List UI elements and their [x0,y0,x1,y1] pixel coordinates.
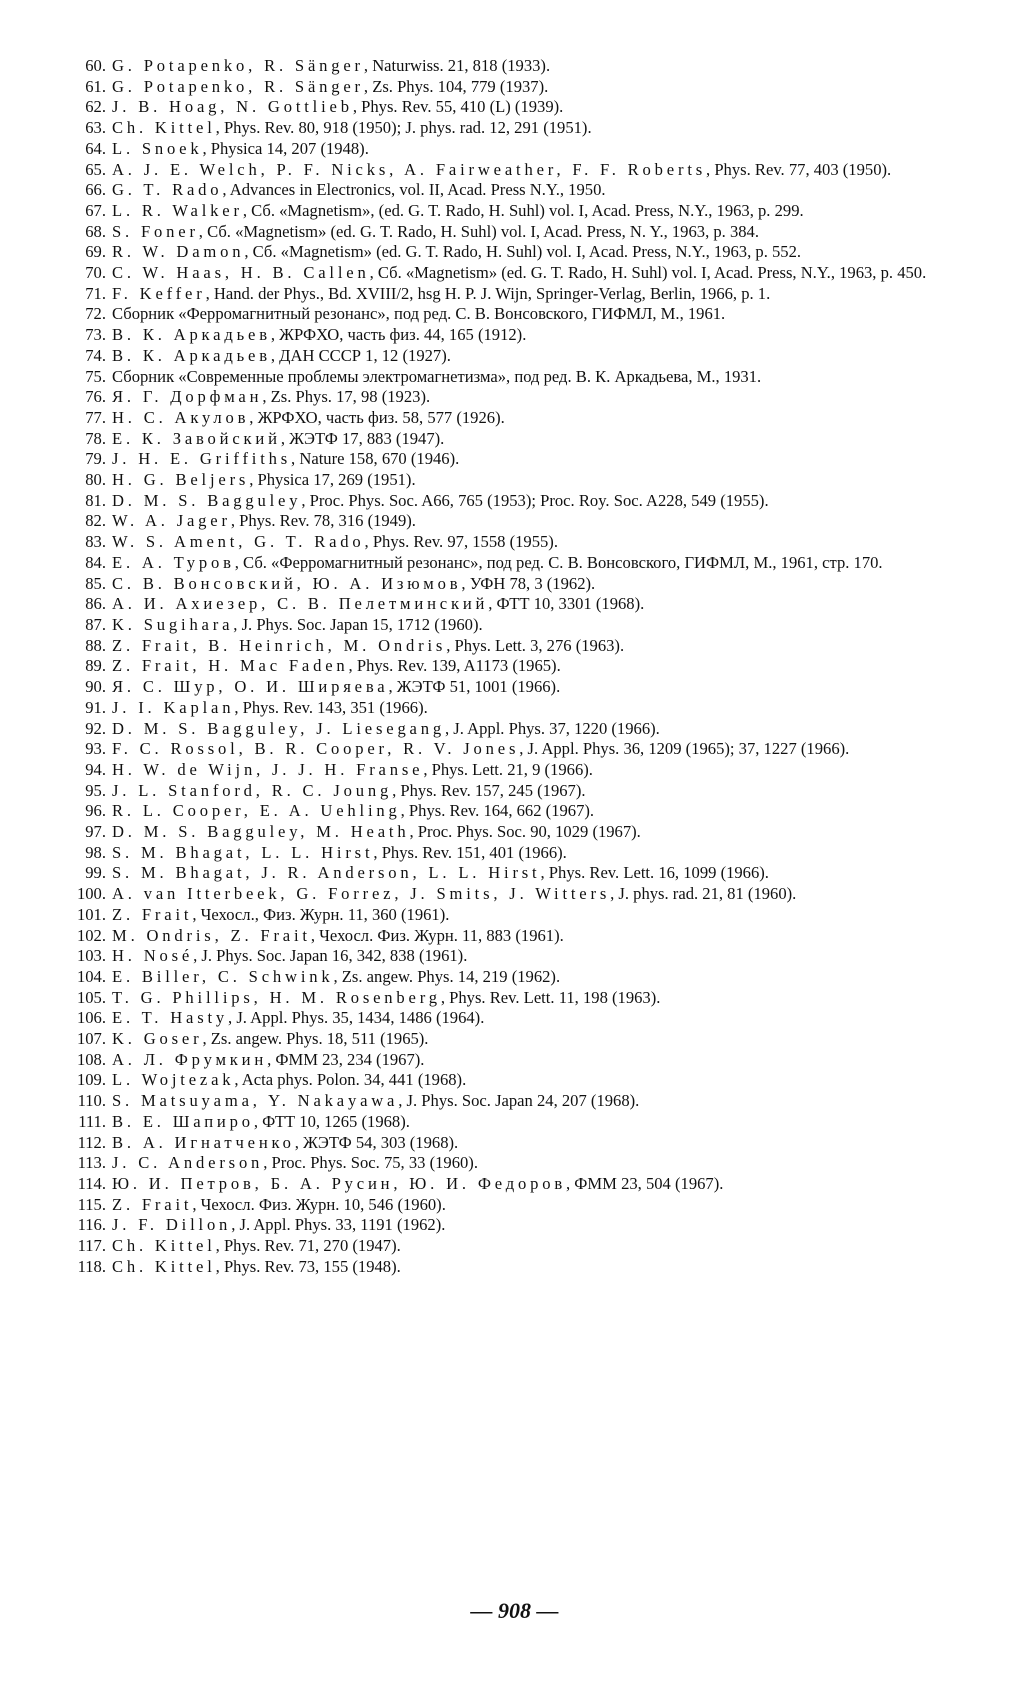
reference-item [74,449,974,470]
reference-source: , Phys. Rev. 164, 662 (1967). [400,801,595,821]
reference-authors: L. R. Walker [112,200,243,220]
reference-item [74,781,974,802]
reference-item [74,325,974,346]
reference-authors: W. S. Ament, G. T. Rado [112,532,365,552]
reference-source: , Phys. Rev. 97, 1558 (1955). [364,532,558,552]
reference-text [112,822,974,843]
reference-source: , J. phys. rad. 21, 81 (1960). [610,884,797,904]
reference-source: , Чехосл. Физ. Журн. 10, 546 (1960). [192,1194,446,1214]
reference-source: , Hand. der Phys., Bd. XVIII/2, hsg H. P. J. Wijn, Springer-Verlag, Berlin, 1966, p. 1. [205,283,771,303]
reference-authors: J. H. E. Griffiths [112,449,292,469]
reference-item [74,656,974,677]
reference-source: , Phys. Rev. 139, A1173 (1965). [348,656,561,676]
reference-text [112,491,974,512]
reference-text [112,1112,974,1133]
reference-authors: S. Matsuyama, Y. Nakayawa [112,1091,399,1111]
reference-item [74,139,974,160]
reference-text [112,1070,974,1091]
reference-text [112,387,974,408]
reference-source: , Сб. «Magnetism» (ed. G. T. Rado, H. Suhl) vol. I, Acad. Press, N.Y., 1963, p. 450. [369,263,927,283]
reference-number: 115. [77,1194,106,1214]
reference-text [112,719,974,740]
reference-authors: J. C. Anderson [112,1153,264,1173]
reference-number: 95. [85,780,106,800]
reference-number: 74. [85,345,106,365]
reference-source: , ДАН СССР 1, 12 (1927). [270,345,451,365]
reference-text [112,1236,974,1257]
reference-item [74,118,974,139]
reference-text [112,1050,974,1071]
reference-item [74,1070,974,1091]
reference-source: , Phys. Rev. 78, 316 (1949). [230,511,416,531]
reference-authors: T. G. Phillips, H. M. Rosenberg [112,987,441,1007]
reference-source: , Phys. Rev. 143, 351 (1966). [234,697,428,717]
reference-number: 89. [85,656,106,676]
reference-text [112,367,974,388]
reference-item [74,1008,974,1029]
reference-authors: G. Potapenko, R. Sänger [112,76,364,96]
reference-item [74,532,974,553]
reference-source: , ЖЭТФ 54, 303 (1968). [294,1132,459,1152]
reference-number: 78. [85,428,106,448]
reference-text [112,988,974,1009]
reference-item [74,988,974,1009]
reference-text [112,739,974,760]
reference-source: , Phys. Rev. 71, 270 (1947). [215,1236,401,1256]
reference-text [112,656,974,677]
reference-source: , Advances in Electronics, vol. II, Acad. Press N.Y., 1950. [222,180,606,200]
reference-item [74,470,974,491]
reference-authors: А. Л. Фрумкин [112,1049,268,1069]
reference-authors: R. W. Damon [112,242,245,262]
reference-source: , ЖЭТФ 17, 883 (1947). [280,428,445,448]
reference-source: , Сб. «Magnetism», (ed. G. T. Rado, H. Suhl) vol. I, Acad. Press, N.Y., 1963, p. 299. [242,200,804,220]
reference-source: , Чехосл. Физ. Журн. 11, 883 (1961). [310,925,564,945]
reference-source: , Proc. Phys. Soc. 90, 1029 (1967). [409,822,641,842]
reference-text [112,511,974,532]
reference-number: 88. [85,635,106,655]
reference-number: 81. [85,490,106,510]
reference-item [74,284,974,305]
reference-authors: Ch. Kittel [112,118,216,138]
reference-item [74,1029,974,1050]
reference-item [74,594,974,615]
reference-source: , Сб. «Magnetism» (ed. G. T. Rado, H. Suhl) vol. I, Acad. Press, N.Y., 1963, p. 552. [244,242,802,262]
reference-number: 100. [76,884,106,904]
reference-number: 92. [85,718,106,738]
reference-item [74,698,974,719]
reference-authors: Я. Г. Дорфман [112,387,263,407]
reference-item [74,677,974,698]
reference-source: , ФММ 23, 504 (1967). [566,1173,724,1193]
reference-item [74,1257,974,1278]
reference-text [112,139,974,160]
reference-text [112,781,974,802]
reference-number: 106. [76,1008,106,1028]
reference-source: , Proc. Phys. Soc. A66, 765 (1953); Proc. Roy. Soc. A228, 549 (1955). [301,490,769,510]
reference-authors: F. C. Rossol, B. R. Cooper, R. V. Jones [112,739,520,759]
reference-authors: Ch. Kittel [112,1256,216,1276]
reference-item [74,1195,974,1216]
reference-item [74,553,974,574]
reference-authors: Z. Frait, H. Mac Faden [112,656,349,676]
reference-authors: S. M. Bhagat, L. L. Hirst [112,842,374,862]
reference-text [112,242,974,263]
reference-number: 69. [85,242,106,262]
reference-source: , Чехосл., Физ. Журн. 11, 360 (1961). [192,904,450,924]
reference-item [74,408,974,429]
reference-number: 118. [77,1256,106,1276]
reference-authors: S. Foner [112,221,199,241]
reference-number: 72. [85,304,106,324]
reference-text [112,801,974,822]
reference-item [74,574,974,595]
reference-text [112,863,974,884]
reference-source: , Naturwiss. 21, 818 (1933). [363,56,551,75]
reference-text [112,926,974,947]
reference-item [74,636,974,657]
reference-authors: Z. Frait [112,904,193,924]
reference-number: 102. [76,925,106,945]
reference-authors: С. В. Вонсовский, Ю. А. Изюмов [112,573,462,593]
reference-item [74,1133,974,1154]
reference-authors: W. A. Jager [112,511,231,531]
reference-text [112,1195,974,1216]
reference-text [112,1008,974,1029]
reference-authors: В. Е. Шапиро [112,1111,254,1131]
reference-text [112,553,974,574]
reference-source: , ФТТ 10, 1265 (1968). [253,1111,410,1131]
reference-item [74,884,974,905]
reference-item [74,491,974,512]
reference-authors: Z. Frait [112,1194,193,1214]
reference-item [74,843,974,864]
reference-source: , ЖЭТФ 51, 1001 (1966). [388,677,561,697]
reference-source: , Phys. Rev. 157, 245 (1967). [392,780,586,800]
reference-source: , Nature 158, 670 (1946). [291,449,460,469]
reference-text [112,946,974,967]
reference-number: 80. [85,470,106,490]
reference-number: 77. [85,407,106,427]
reference-item [74,56,974,77]
reference-authors: В. К. Аркадьев [112,345,271,365]
reference-number: 91. [85,697,106,717]
reference-source: , ФТТ 10, 3301 (1968). [488,594,645,614]
reference-text [112,201,974,222]
reference-number: 83. [85,532,106,552]
reference-item [74,222,974,243]
reference-number: 85. [85,573,106,593]
reference-source: , Zs. Phys. 17, 98 (1923). [262,387,431,407]
reference-item [74,1215,974,1236]
reference-item [74,946,974,967]
reference-text [112,1215,974,1236]
reference-text [112,1153,974,1174]
reference-number: 96. [85,801,106,821]
reference-source: , Phys. Rev. 55, 410 (L) (1939). [352,97,564,117]
reference-text [112,346,974,367]
reference-authors: H. Nosé [112,946,194,966]
reference-number: 73. [85,325,106,345]
reference-authors: В. К. Аркадьев [112,325,271,345]
reference-text [112,77,974,98]
reference-number: 60. [85,56,106,75]
reference-authors: J. I. Kaplan [112,697,235,717]
reference-source: , ЖРФХО, часть физ. 44, 165 (1912). [270,325,527,345]
reference-text [112,636,974,657]
reference-source: , Phys. Rev. 73, 155 (1948). [215,1256,401,1276]
reference-authors: G. T. Rado [112,180,223,200]
reference-authors: А. И. Ахиезер, С. В. Пелетминский [112,594,489,614]
reference-number: 67. [85,200,106,220]
reference-source: , J. Phys. Soc. Japan 24, 207 (1968). [398,1091,640,1111]
reference-list [74,56,974,1277]
reference-source: , J. Appl. Phys. 37, 1220 (1966). [444,718,660,738]
reference-authors: D. M. S. Bagguley, J. Liesegang [112,718,445,738]
reference-source: , ЖРФХО, часть физ. 58, 577 (1926). [249,407,505,427]
reference-authors: F. Keffer [112,283,206,303]
reference-text [112,884,974,905]
reference-number: 114. [77,1173,106,1193]
reference-number: 112. [77,1132,106,1152]
reference-source: , J. Appl. Phys. 36, 1209 (1965); 37, 1227 (1966). [519,739,850,759]
reference-number: 64. [85,138,106,158]
reference-number: 99. [85,863,106,883]
reference-number: 109. [76,1070,106,1090]
reference-authors: D. M. S. Bagguley, M. Heath [112,822,410,842]
reference-number: 66. [85,180,106,200]
reference-item [74,1112,974,1133]
reference-item [74,822,974,843]
reference-item [74,160,974,181]
reference-source: , Phys. Rev. Lett. 11, 198 (1963). [440,987,661,1007]
reference-text [112,118,974,139]
reference-number: 71. [85,283,106,303]
reference-number: 108. [76,1049,106,1069]
reference-text [112,408,974,429]
reference-number: 68. [85,221,106,241]
reference-source: , Zs. angew. Phys. 14, 219 (1962). [333,966,561,986]
reference-text [112,1174,974,1195]
reference-source: , Phys. Rev. Lett. 16, 1099 (1966). [540,863,769,883]
reference-text [112,574,974,595]
reference-authors: Н. С. Акулов [112,407,250,427]
reference-text [112,97,974,118]
reference-authors: G. Potapenko, R. Sänger [112,56,364,75]
reference-number: 75. [85,366,106,386]
reference-authors: D. M. S. Bagguley [112,490,302,510]
reference-number: 101. [76,904,106,924]
reference-item [74,1091,974,1112]
reference-item [74,263,974,284]
reference-text [112,304,974,325]
reference-number: 62. [85,97,106,117]
reference-authors: A. J. E. Welch, P. F. Nicks, A. Fairweather, F. F. Roberts [112,159,707,179]
reference-authors: E. T. Hasty [112,1008,229,1028]
reference-number: 113. [77,1153,106,1173]
reference-authors: M. Ondris, Z. Frait [112,925,311,945]
reference-authors: J. L. Stanford, R. C. Joung [112,780,393,800]
reference-authors: S. M. Bhagat, J. R. Anderson, L. L. Hirst [112,863,541,883]
reference-number: 82. [85,511,106,531]
reference-source: , J. Appl. Phys. 35, 1434, 1486 (1964). [228,1008,485,1028]
reference-source: , J. Phys. Soc. Japan 15, 1712 (1960). [233,614,483,634]
page-number: — 908 — [470,1598,559,1623]
reference-authors: В. А. Игнатченко [112,1132,295,1152]
reference-source: , Physica 17, 269 (1951). [249,470,416,490]
reference-text [112,429,974,450]
reference-item [74,926,974,947]
reference-source: , Zs. angew. Phys. 18, 511 (1965). [202,1029,429,1049]
reference-text [112,760,974,781]
reference-authors: H. W. de Wijn, J. J. H. Franse [112,759,424,779]
reference-text [112,470,974,491]
reference-item [74,760,974,781]
reference-authors: L. Snoek [112,138,203,158]
reference-item [74,739,974,760]
reference-source: , Сб. «Magnetism» (ed. G. T. Rado, H. Suhl) vol. I, Acad. Press, N. Y., 1963, p. 384. [198,221,760,241]
reference-number: 79. [85,449,106,469]
reference-authors: C. W. Haas, H. B. Callen [112,263,370,283]
reference-text [112,967,974,988]
reference-source: , УФН 78, 3 (1962). [461,573,596,593]
reference-number: 63. [85,118,106,138]
reference-item [74,967,974,988]
reference-source: Сборник «Современные проблемы электромагнетизма», под ред. В. К. Аркадьева, М., 1931. [112,366,762,386]
reference-number: 86. [85,594,106,614]
reference-number: 61. [85,76,106,96]
reference-number: 97. [85,822,106,842]
reference-number: 110. [77,1091,106,1111]
reference-number: 65. [85,159,106,179]
reference-authors: J. F. Dillon [112,1215,232,1235]
reference-number: 117. [77,1236,106,1256]
reference-text [112,1029,974,1050]
reference-item [74,511,974,532]
reference-source: , Acta phys. Polon. 34, 441 (1968). [234,1070,467,1090]
reference-source: , Zs. Phys. 104, 779 (1937). [363,76,549,96]
reference-number: 103. [76,946,106,966]
reference-item [74,1236,974,1257]
reference-item [74,77,974,98]
reference-item [74,863,974,884]
reference-item [74,387,974,408]
reference-source: , ФММ 23, 234 (1967). [267,1049,425,1069]
reference-source: , Proc. Phys. Soc. 75, 33 (1960). [263,1153,478,1173]
reference-text [112,677,974,698]
reference-text [112,56,974,77]
reference-text [112,1091,974,1112]
reference-item [74,719,974,740]
reference-item [74,97,974,118]
reference-item [74,180,974,201]
reference-number: 116. [77,1215,106,1235]
reference-text [112,449,974,470]
reference-item [74,615,974,636]
reference-text [112,615,974,636]
reference-item [74,346,974,367]
reference-number: 111. [78,1111,106,1131]
reference-source: Сборник «Ферромагнитный резонанс», под ред. С. В. Вонсовского, ГИФМЛ, М., 1961. [112,304,726,324]
reference-text [112,594,974,615]
reference-authors: J. B. Hoag, N. Gottlieb [112,97,353,117]
reference-text [112,160,974,181]
reference-authors: Е. К. Завойский [112,428,281,448]
reference-number: 87. [85,614,106,634]
reference-number: 70. [85,263,106,283]
reference-text [112,1133,974,1154]
reference-source: , Phys. Lett. 21, 9 (1966). [423,759,593,779]
reference-item [74,905,974,926]
reference-item [74,304,974,325]
reference-authors: Ю. И. Петров, Б. А. Русин, Ю. И. Федоров [112,1173,566,1193]
reference-item [74,201,974,222]
reference-authors: E. Biller, C. Schwink [112,966,334,986]
reference-source: , J. Appl. Phys. 33, 1191 (1962). [231,1215,446,1235]
reference-authors: A. van Itterbeek, G. Forrez, J. Smits, J. Witters [112,884,611,904]
reference-text [112,698,974,719]
reference-item [74,1153,974,1174]
reference-authors: L. Wojtezak [112,1070,235,1090]
reference-authors: K. Goser [112,1029,203,1049]
reference-item [74,242,974,263]
reference-item [74,1050,974,1071]
reference-authors: R. L. Cooper, E. A. Uehling [112,801,401,821]
reference-source: , Сб. «Ферромагнитный резонанс», под ред. С. В. Вонсовского, ГИФМЛ, М., 1961, стр. 170. [234,552,883,572]
reference-text [112,843,974,864]
reference-number: 104. [76,966,106,986]
reference-source: , Phys. Rev. 80, 918 (1950); J. phys. rad. 12, 291 (1951). [215,118,592,138]
reference-source: , J. Phys. Soc. Japan 16, 342, 838 (1961). [193,946,468,966]
reference-authors: Е. А. Туров [112,552,235,572]
reference-source: , Physica 14, 207 (1948). [202,138,369,158]
reference-number: 76. [85,387,106,407]
reference-number: 84. [85,552,106,572]
reference-source: , Phys. Lett. 3, 276 (1963). [446,635,625,655]
reference-text [112,325,974,346]
reference-authors: Ch. Kittel [112,1236,216,1256]
reference-number: 107. [76,1029,106,1049]
reference-authors: K. Sugihara [112,614,234,634]
reference-item [74,801,974,822]
reference-item [74,1174,974,1195]
reference-item [74,367,974,388]
reference-text [112,1257,974,1278]
reference-authors: Z. Frait, B. Heinrich, M. Ondris [112,635,447,655]
reference-authors: Я. С. Шур, О. И. Ширяева [112,677,389,697]
reference-text [112,263,974,284]
reference-text [112,532,974,553]
reference-authors: H. G. Beljers [112,470,250,490]
reference-number: 94. [85,759,106,779]
reference-text [112,222,974,243]
reference-number: 93. [85,739,106,759]
reference-item [74,429,974,450]
reference-number: 90. [85,677,106,697]
reference-text [112,905,974,926]
reference-number: 98. [85,842,106,862]
reference-text [112,180,974,201]
reference-source: , Phys. Rev. 151, 401 (1966). [373,842,567,862]
reference-number: 105. [76,987,106,1007]
reference-text [112,284,974,305]
reference-source: , Phys. Rev. 77, 403 (1950). [706,159,892,179]
